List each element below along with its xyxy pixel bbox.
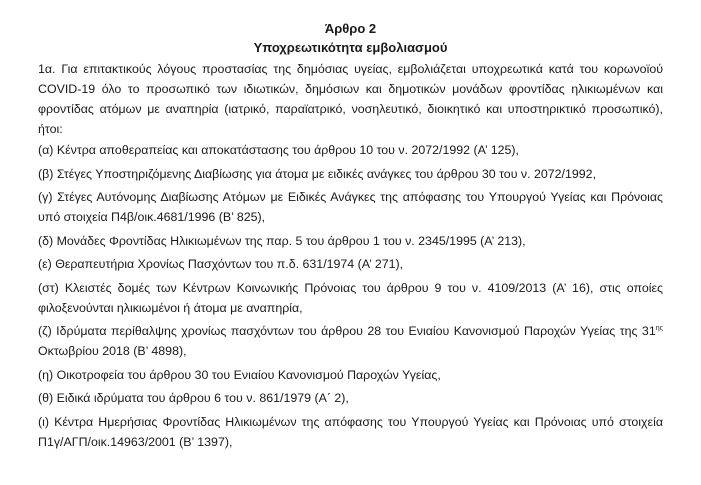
article-title: Υποχρεωτικότητα εμβολιασμού [253,40,448,55]
list-item-th: (θ) Ειδικά ιδρύματα του άρθρου 6 του ν. 861/1979 (Α΄ 2), [38,391,349,405]
list-item-z-text: (ζ) Ιδρύματα περίθαλψης χρονίως πασχόντων του άρθρου 28 του Ενιαίου Κανονισμού Παροχών Υγείας της 31 [38,324,656,338]
list-item-z-text-end: Οκτωβρίου 2018 (Β’ 4898), [38,344,187,358]
intro-paragraph: 1α. Για επιτακτικούς λόγους προστασίας της δημόσιας υγείας, εμβολιάζεται υποχρεωτικά κατά του κορωνοϊού COVID-19 όλο το προσωπικό των ιδιωτικών, δημόσιων και δημοτικών μονάδων φροντίδας ηλικιωμένων και φροντίδας ατόμων με αναπηρία (ιατρικό, παραϊατρικό, νοσηλευτικό, διοικητικό και υποστηρικτικό προσωπικό), ήτοι: [38,62,663,136]
ordinal-suffix: ης [655,324,663,332]
article-number: Άρθρο 2 [324,21,377,36]
list-item-i: (η) Οικοτροφεία του άρθρου 30 του Ενιαίου Κανονισμού Παροχών Υγείας, [38,367,441,382]
list-item-z [38,321,663,361]
list-item-iota: (ι) Κέντρα Ημερήσιας Φροντίδας Ηλικιωμένων της απόφασης του Υπουργού Υγείας και Πρόνοιας υπό στοιχεία Π1γ/ΑΓΠ/οικ.14963/2001 (Β’ 1397), [38,414,663,449]
list-item-a: (α) Κέντρα αποθεραπείας και αποκατάστασης του άρθρου 10 του ν. 2072/1992 (Α’ 125), [38,143,519,157]
list-item-b: (β) Στέγες Υποστηριζόμενης Διαβίωσης για άτομα με ειδικές ανάγκες του άρθρου 30 του ν. 2072/1992, [38,166,597,181]
list-item-d: (δ) Μονάδες Φροντίδας Ηλικιωμένων της παρ. 5 του άρθρου 1 του ν. 2345/1995 (Α’ 213), [38,233,526,248]
list-item-e: (ε) Θεραπευτήρια Χρονίως Πασχόντων του π.δ. 631/1974 (Α’ 271), [38,257,404,271]
list-item-c: (γ) Στέγες Αυτόνομης Διαβίωσης Ατόμων με Ειδικές Ανάγκες της απόφασης του Υπουργού Υγείας και Πρόνοιας υπό στοιχεία Π4β/οικ.4681/1996 (Β’ 825), [38,190,663,224]
list-item-st: (στ) Κλειστές δομές των Κέντρων Κοινωνικής Πρόνοιας του άρθρου 9 του ν. 4109/2013 (Α’ 16), στις οποίες φιλοξενούνται ηλικιωμένοι ή άτομα με αναπηρία, [38,280,663,315]
